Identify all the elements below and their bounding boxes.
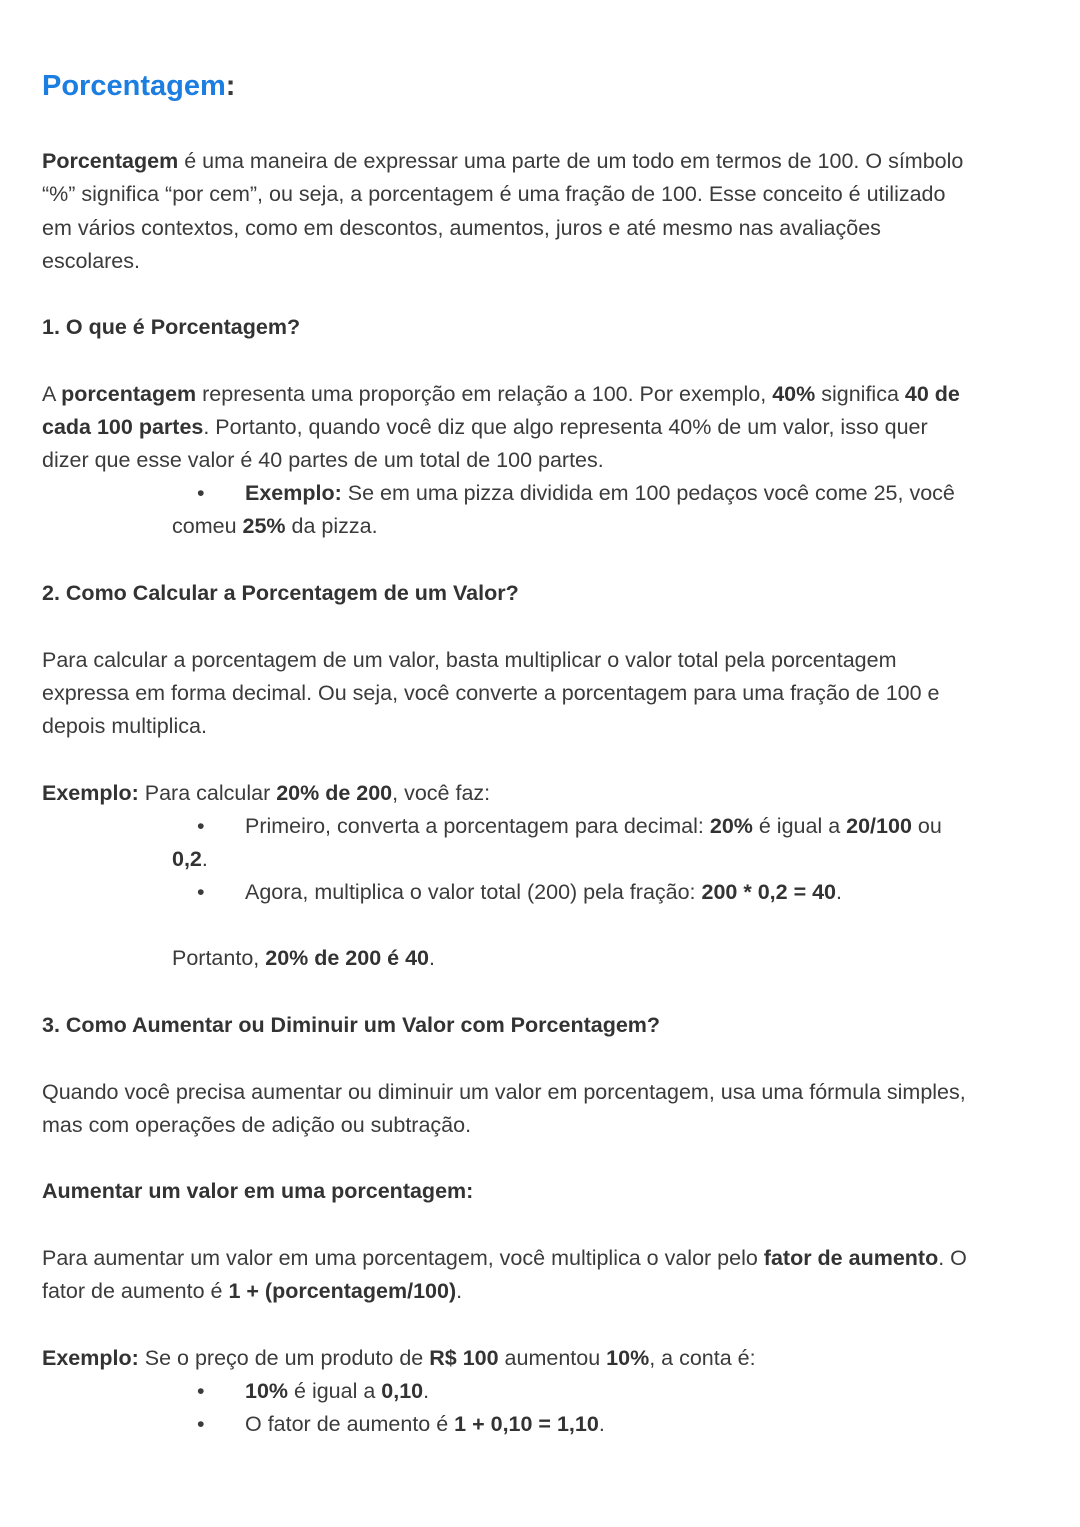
intro-line-2: “%” significa “por cem”, ou seja, a porcentagem é uma fração de 100. Esse conceito é utilizado	[42, 182, 946, 206]
bullet-icon: •	[197, 814, 205, 838]
s1-example-line-2: comeu 25% da pizza.	[172, 514, 378, 538]
page-title: Porcentagem:	[42, 70, 236, 102]
s3-line-1: Quando você precisa aumentar ou diminuir um valor em porcentagem, usa uma fórmula simples,	[42, 1080, 966, 1104]
intro-line-4: escolares.	[42, 249, 140, 273]
s3-example: Exemplo: Se o preço de um produto de R$ 100 aumentou 10%, a conta é:	[42, 1346, 756, 1370]
s2-line-2: expressa em forma decimal. Ou seja, você converte a porcentagem para uma fração de 100 e	[42, 681, 940, 705]
s3-bullet-2: O fator de aumento é 1 + 0,10 = 1,10.	[245, 1412, 605, 1436]
s1-line-2: cada 100 partes. Portanto, quando você diz que algo representa 40% de um valor, isso quer	[42, 415, 928, 439]
bullet-icon: •	[197, 1379, 205, 1403]
s2-bullet-1-cont: 0,2.	[172, 847, 208, 871]
s3-para-2: fator de aumento é 1 + (porcentagem/100).	[42, 1279, 463, 1303]
section-1-heading: 1. O que é Porcentagem?	[42, 315, 301, 339]
s2-line-1: Para calcular a porcentagem de um valor, basta multiplicar o valor total pela porcentagem	[42, 648, 897, 672]
s3-line-2: mas com operações de adição ou subtração.	[42, 1113, 472, 1137]
s2-line-3: depois multiplica.	[42, 714, 207, 738]
bullet-icon: •	[197, 880, 205, 904]
s3-subheading: Aumentar um valor em uma porcentagem:	[42, 1179, 474, 1203]
intro-line-1: Porcentagem é uma maneira de expressar uma parte de um todo em termos de 100. O símbolo	[42, 149, 964, 173]
section-3-heading: 3. Como Aumentar ou Diminuir um Valor com Porcentagem?	[42, 1013, 661, 1037]
bullet-icon: •	[197, 481, 205, 505]
s2-bullet-2: Agora, multiplica o valor total (200) pela fração: 200 * 0,2 = 40.	[245, 880, 842, 904]
s1-line-3: dizer que esse valor é 40 partes de um total de 100 partes.	[42, 448, 604, 472]
s1-example-line-1: Exemplo: Se em uma pizza dividida em 100 pedaços você come 25, você	[245, 481, 955, 505]
s3-bullet-1: 10% é igual a 0,10.	[245, 1379, 430, 1403]
s2-bullet-1: Primeiro, converta a porcentagem para decimal: 20% é igual a 20/100 ou	[245, 814, 942, 838]
bullet-icon: •	[197, 1412, 205, 1436]
s2-example: Exemplo: Para calcular 20% de 200, você faz:	[42, 781, 491, 805]
s2-conclusion: Portanto, 20% de 200 é 40.	[172, 946, 435, 970]
section-2-heading: 2. Como Calcular a Porcentagem de um Valor?	[42, 581, 519, 605]
s3-para-1: Para aumentar um valor em uma porcentagem, você multiplica o valor pelo fator de aumento. O	[42, 1246, 967, 1270]
intro-line-3: em vários contextos, como em descontos, aumentos, juros e até mesmo nas avaliações	[42, 216, 881, 240]
s1-line-1: A porcentagem representa uma proporção em relação a 100. Por exemplo, 40% significa 40 de	[42, 382, 960, 406]
